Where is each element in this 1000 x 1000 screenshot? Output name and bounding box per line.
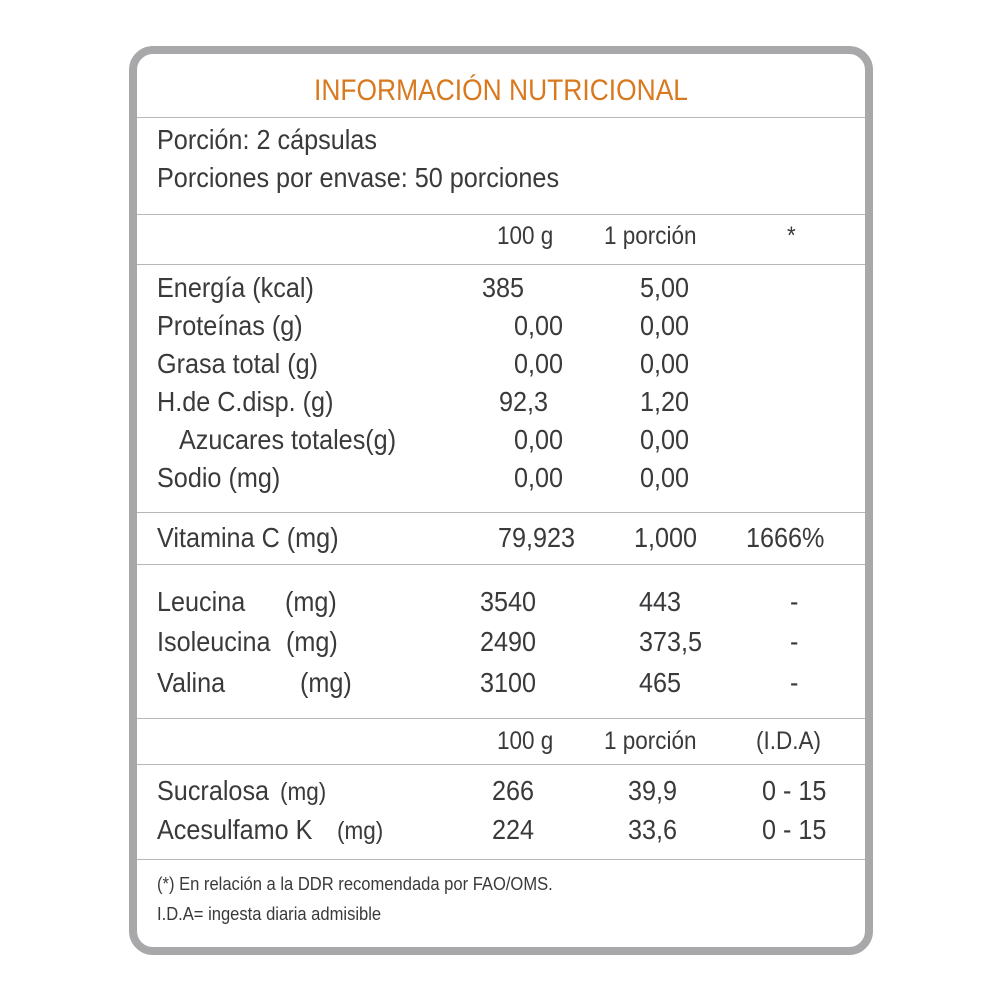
- nutrient-name: H.de C.disp. (g): [157, 386, 334, 417]
- header-col-ida: (I.D.A): [756, 727, 821, 755]
- vitamin-per100: 79,923: [498, 522, 576, 553]
- nutrient-portion: 0,00: [640, 348, 690, 379]
- nutrient-name: Azucares totales(g): [179, 424, 397, 455]
- sweetener-per100: 266: [492, 775, 535, 806]
- nutrient-portion: 1,20: [640, 386, 690, 417]
- amino-pct: -: [790, 626, 799, 657]
- amino-unit: (mg): [285, 586, 337, 617]
- divider: [137, 718, 865, 719]
- panel-title: INFORMACIÓN NUTRICIONAL: [313, 74, 688, 107]
- sweetener-per100: 224: [492, 814, 535, 845]
- nutrient-name: Proteínas (g): [157, 310, 303, 341]
- nutrient-portion: 0,00: [640, 462, 690, 493]
- nutrient-name: Sodio (mg): [157, 462, 281, 493]
- amino-pct: -: [790, 667, 799, 698]
- header-col-portion: 1 porción: [604, 727, 697, 755]
- divider: [137, 764, 865, 765]
- amino-portion: 465: [639, 667, 682, 698]
- nutrition-facts-panel: [129, 46, 873, 955]
- header-col-100g: 100 g: [497, 727, 554, 755]
- amino-per100: 3100: [480, 667, 537, 698]
- nutrient-portion: 0,00: [640, 424, 690, 455]
- divider: [137, 264, 865, 265]
- sweetener-name: Sucralosa: [157, 775, 270, 806]
- vitamin-portion: 1,000: [634, 522, 698, 553]
- divider: [137, 859, 865, 860]
- amino-pct: -: [790, 586, 799, 617]
- amino-unit: (mg): [300, 667, 352, 698]
- vitamin-pct: 1666%: [746, 522, 825, 553]
- amino-per100: 3540: [480, 586, 537, 617]
- nutrient-portion: 0,00: [640, 310, 690, 341]
- footnote-ddr: (*) En relación a la DDR recomendada por FAO/OMS.: [157, 874, 553, 894]
- sweetener-unit: (mg): [280, 778, 327, 806]
- sweetener-name: Acesulfamo K: [157, 814, 313, 845]
- nutrient-per100: 0,00: [514, 462, 564, 493]
- sweetener-portion: 39,9: [628, 775, 678, 806]
- footnote-ida: I.D.A= ingesta diaria admisible: [157, 904, 382, 924]
- serving-portion: Porción: 2 cápsulas: [157, 124, 377, 155]
- nutrient-per100: 92,3: [499, 386, 549, 417]
- amino-portion: 373,5: [639, 626, 703, 657]
- nutrient-name: Grasa total (g): [157, 348, 319, 379]
- nutrient-per100: 0,00: [514, 348, 564, 379]
- divider: [137, 564, 865, 565]
- vitamin-name: Vitamina C (mg): [157, 522, 339, 553]
- amino-name: Leucina: [157, 586, 246, 617]
- amino-name: Valina: [157, 667, 226, 698]
- amino-name: Isoleucina: [157, 626, 271, 657]
- servings-per-container: Porciones por envase: 50 porciones: [157, 162, 560, 193]
- nutrient-name: Energía (kcal): [157, 272, 314, 303]
- amino-portion: 443: [639, 586, 682, 617]
- sweetener-unit: (mg): [337, 817, 384, 845]
- amino-per100: 2490: [480, 626, 537, 657]
- nutrient-portion: 5,00: [640, 272, 690, 303]
- divider: [137, 214, 865, 215]
- divider: [137, 117, 865, 118]
- nutrient-per100: 0,00: [514, 310, 564, 341]
- nutrient-per100: 385: [482, 272, 525, 303]
- sweetener-ida: 0 - 15: [762, 814, 827, 845]
- amino-unit: (mg): [286, 626, 338, 657]
- sweetener-ida: 0 - 15: [762, 775, 827, 806]
- header-col-100g: 100 g: [497, 222, 554, 250]
- sweetener-portion: 33,6: [628, 814, 678, 845]
- nutrient-per100: 0,00: [514, 424, 564, 455]
- header-col-pct: *: [787, 222, 796, 250]
- divider: [137, 512, 865, 513]
- header-col-portion: 1 porción: [604, 222, 697, 250]
